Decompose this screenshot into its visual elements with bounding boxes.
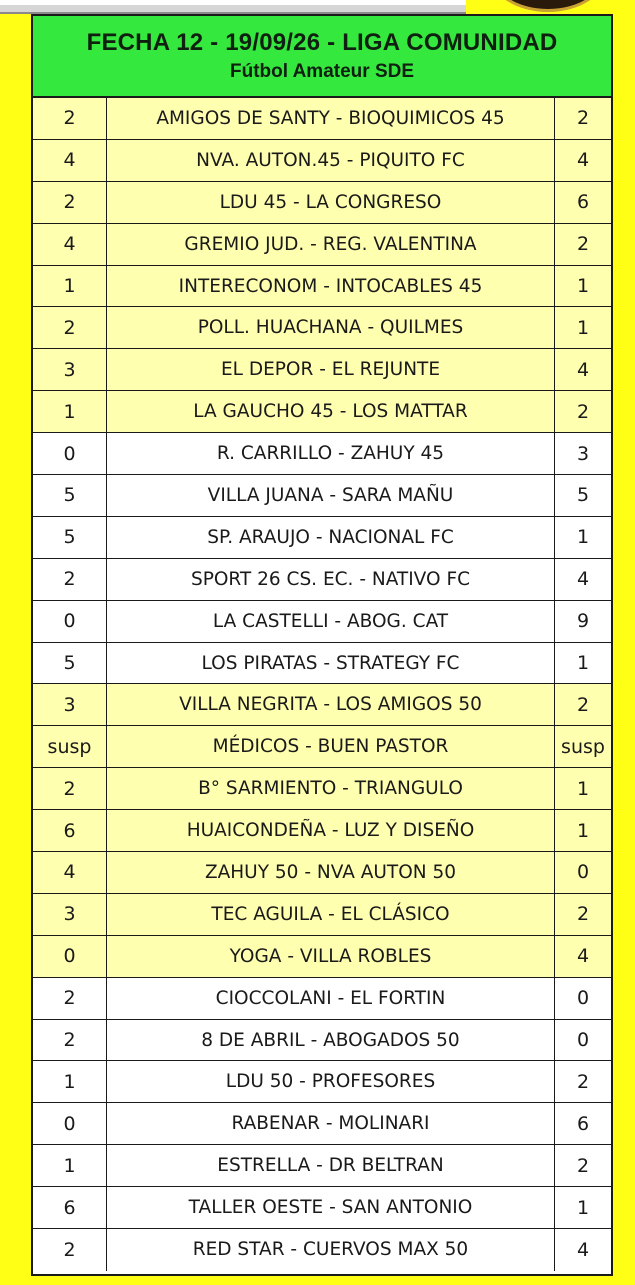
table-row — [33, 852, 611, 894]
away-score: 1 — [576, 275, 590, 297]
match-teams: LA CASTELLI - ABOG. CAT — [107, 601, 555, 642]
table-row — [33, 1061, 611, 1103]
table-row — [33, 475, 611, 517]
away-score: 4 — [576, 568, 590, 591]
home-score: 4 — [33, 224, 107, 265]
home-score: 3 — [33, 684, 107, 725]
match-teams: RED STAR - CUERVOS MAX 50 — [107, 1229, 555, 1271]
table-row — [33, 140, 611, 182]
match-teams: LA GAUCHO 45 - LOS MATTAR — [107, 391, 555, 432]
table-row — [33, 936, 611, 978]
match-teams: LDU 50 - PROFESORES — [107, 1061, 555, 1102]
home-score: 1 — [33, 1061, 107, 1102]
home-score: 5 — [33, 475, 107, 516]
match-teams: SPORT 26 CS. EC. - NATIVO FC — [107, 559, 555, 600]
match-teams: TEC AGUILA - EL CLÁSICO — [107, 894, 555, 935]
match-teams: AMIGOS DE SANTY - BIOQUIMICOS 45 — [107, 98, 555, 139]
away-score: 3 — [576, 442, 590, 465]
table-row — [33, 307, 611, 349]
away-score: 6 — [576, 1112, 590, 1135]
table-row — [33, 266, 611, 308]
table-row — [33, 1020, 611, 1062]
table-row — [33, 391, 611, 433]
home-score: 6 — [33, 1187, 107, 1228]
table-row — [33, 517, 611, 559]
table-row — [33, 349, 611, 391]
results-rows — [33, 98, 611, 1271]
away-score: 9 — [576, 610, 590, 633]
page-title: FECHA 12 - 19/09/26 - LIGA COMUNIDAD — [86, 29, 558, 56]
table-row — [33, 643, 611, 685]
home-score: 5 — [33, 643, 107, 684]
away-score: 1 — [576, 777, 590, 800]
match-teams: NVA. AUTON.45 - PIQUITO FC — [107, 140, 555, 181]
home-score: 3 — [33, 894, 107, 935]
home-score: 1 — [33, 266, 107, 307]
match-teams: LDU 45 - LA CONGRESO — [107, 182, 555, 223]
table-row — [33, 98, 611, 140]
match-teams: HUAICONDEÑA - LUZ Y DISEÑO — [107, 810, 555, 851]
match-teams: ZAHUY 50 - NVA AUTON 50 — [107, 852, 555, 893]
home-score: 2 — [33, 1229, 107, 1271]
page-subtitle: Fútbol Amateur SDE — [229, 61, 415, 82]
away-score: 2 — [576, 400, 590, 423]
home-score: 2 — [33, 98, 107, 139]
away-score: 1 — [576, 526, 590, 549]
table-row — [33, 433, 611, 475]
away-score: 1 — [576, 819, 590, 842]
table-row — [33, 601, 611, 643]
home-score: 0 — [33, 1103, 107, 1144]
home-score: 2 — [33, 768, 107, 809]
home-score: 2 — [33, 182, 107, 223]
home-score: 5 — [33, 517, 107, 558]
away-score: 2 — [576, 1154, 590, 1177]
match-teams: 8 DE ABRIL - ABOGADOS 50 — [107, 1020, 555, 1061]
table-row — [33, 768, 611, 810]
away-score: 6 — [576, 191, 590, 214]
away-score: 1 — [576, 652, 590, 675]
table-row — [33, 978, 611, 1020]
match-teams: CIOCCOLANI - EL FORTIN — [107, 978, 555, 1019]
match-teams: LOS PIRATAS - STRATEGY FC — [107, 643, 555, 684]
away-score: 1 — [576, 316, 590, 339]
match-teams: VILLA NEGRITA - LOS AMIGOS 50 — [107, 684, 555, 725]
away-score: 4 — [576, 358, 590, 381]
away-score: 5 — [576, 484, 590, 507]
away-score: 2 — [576, 107, 590, 130]
home-score: 1 — [33, 391, 107, 432]
home-score: 4 — [33, 852, 107, 893]
table-row — [33, 224, 611, 266]
table-row — [33, 894, 611, 936]
match-teams: B° SARMIENTO - TRIANGULO — [107, 768, 555, 809]
match-teams: MÉDICOS - BUEN PASTOR — [107, 726, 555, 767]
home-score: 2 — [33, 559, 107, 600]
match-teams: RABENAR - MOLINARI — [107, 1103, 555, 1144]
top-image-frame — [0, 0, 466, 14]
table-row — [33, 182, 611, 224]
home-score: 6 — [33, 810, 107, 851]
home-score: susp — [33, 726, 107, 767]
table-row — [33, 726, 611, 768]
away-score: 0 — [576, 861, 590, 884]
home-score: 3 — [33, 349, 107, 390]
away-score: 0 — [576, 1029, 590, 1052]
home-score: 2 — [33, 307, 107, 348]
league-logo — [488, 0, 608, 12]
away-score: 2 — [576, 903, 590, 926]
home-score: 4 — [33, 140, 107, 181]
match-teams: EL DEPOR - EL REJUNTE — [107, 349, 555, 390]
away-score: 2 — [576, 1070, 590, 1093]
table-row — [33, 1229, 611, 1271]
table-row — [33, 810, 611, 852]
match-teams: TALLER OESTE - SAN ANTONIO — [107, 1187, 555, 1228]
table-row — [33, 1103, 611, 1145]
home-score: 0 — [33, 433, 107, 474]
table-row — [33, 1187, 611, 1229]
away-score: 0 — [576, 987, 590, 1010]
away-score: 2 — [576, 233, 590, 256]
home-score: 1 — [33, 1145, 107, 1186]
match-teams: GREMIO JUD. - REG. VALENTINA — [107, 224, 555, 265]
away-score: 1 — [576, 1196, 590, 1219]
table-row — [33, 559, 611, 601]
match-teams: POLL. HUACHANA - QUILMES — [107, 307, 555, 348]
match-teams: R. CARRILLO - ZAHUY 45 — [107, 433, 555, 474]
away-score: 4 — [576, 1238, 590, 1261]
match-teams: ESTRELLA - DR BELTRAN — [107, 1145, 555, 1186]
top-image-frame-edge — [0, 0, 466, 5]
match-teams: INTERECONOM - INTOCABLES 45 — [107, 266, 555, 307]
home-score: 0 — [33, 936, 107, 977]
away-score: 2 — [576, 693, 590, 716]
results-table — [31, 14, 613, 1276]
away-score: 4 — [576, 945, 590, 968]
table-row — [33, 684, 611, 726]
away-score: 4 — [576, 149, 590, 172]
home-score: 2 — [33, 1020, 107, 1061]
table-row — [33, 1145, 611, 1187]
away-score: susp — [561, 735, 605, 758]
home-score: 2 — [33, 978, 107, 1019]
match-teams: VILLA JUANA - SARA MAÑU — [107, 475, 555, 516]
table-header — [33, 16, 611, 98]
match-teams: YOGA - VILLA ROBLES — [107, 936, 555, 977]
home-score: 0 — [33, 601, 107, 642]
match-teams: SP. ARAUJO - NACIONAL FC — [107, 517, 555, 558]
